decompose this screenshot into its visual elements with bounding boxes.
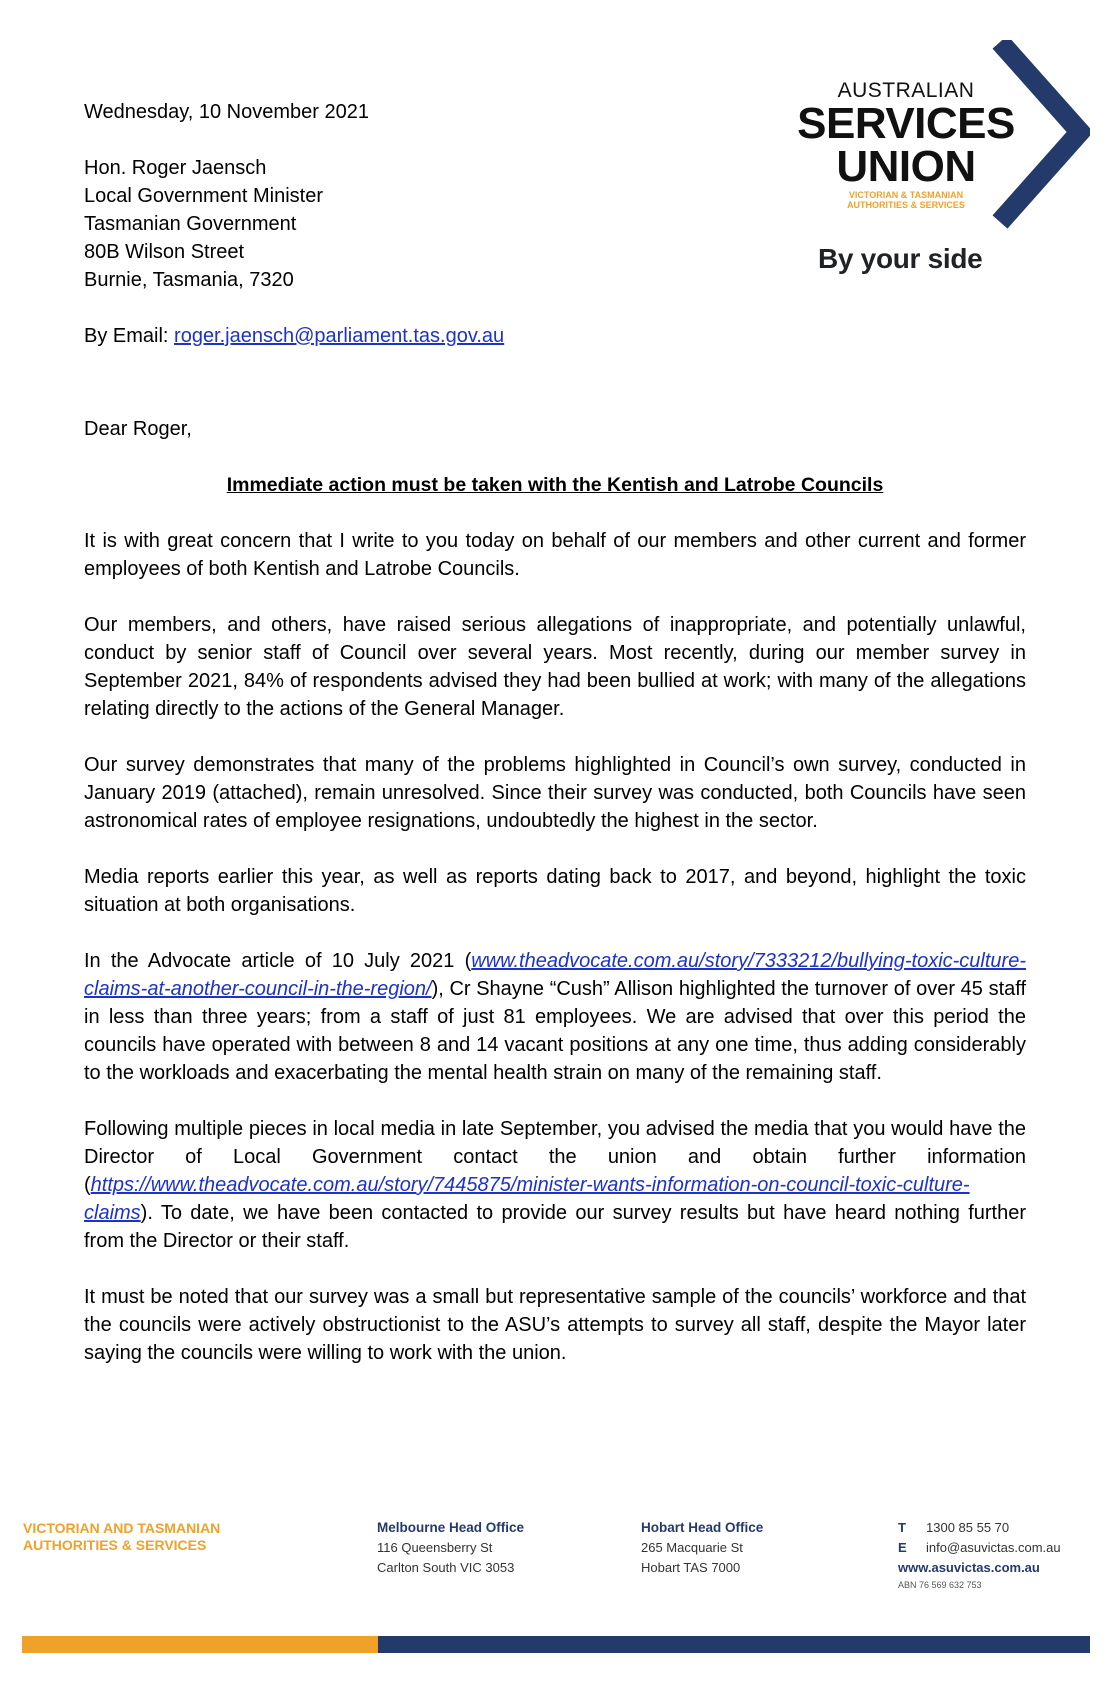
letter-body xyxy=(84,98,1026,1367)
paragraph-5-start: In the Advocate article of 10 July 2021 ( xyxy=(84,950,472,972)
email-contact-row xyxy=(898,1538,1061,1558)
paragraph-2: Our members, and others, have raised serious allegations of inappropriate, and potentially unlawful, conduct by senior staff of Council over several years. Most recently, during our member survey in September 2021, 84% of respondents advised they had been bullied at work; with many of the allegations relating directly to the actions of the General Manager. xyxy=(84,614,1026,720)
recipient-email-link[interactable]: roger.jaensch@parliament.tas.gov.au xyxy=(174,325,505,347)
paragraph-4: Media reports earlier this year, as well as reports dating back to 2017, and beyond, highlight the toxic situation at both organisations. xyxy=(84,866,1026,916)
paragraph-6-end: ). To date, we have been contacted to provide our survey results but have heard nothing further from the Director or their staff. xyxy=(84,1202,1026,1252)
logo-services: SERVICES xyxy=(797,99,1015,148)
recipient-city: Burnie, Tasmania, 7320 xyxy=(84,269,294,291)
paragraph-5 xyxy=(84,947,1026,1087)
hobart-heading: Hobart Head Office xyxy=(641,1520,764,1535)
paragraph-5-end: ), Cr Shayne “Cush” Allison highlighted the turnover of over 45 staff in less than three years; from a staff of just 81 employees. We are advised that over this period the councils have operated with between 8 and 14 vacant positions at any one time, thus adding considerably to the workloads and exacerbating the mental health strain on many of the remaining staff. xyxy=(84,978,1026,1084)
advocate-article-link[interactable]: www.theadvocate.com.au/story/7333212/bullying-toxic-culture-claims-at-another-council-in-the-region/ xyxy=(84,950,1026,1000)
phone-number[interactable]: 1300 85 55 70 xyxy=(926,1520,1010,1535)
phone-label: T xyxy=(898,1520,906,1535)
paragraph-6 xyxy=(84,1115,1026,1255)
website-link[interactable]: www.asuvictas.com.au xyxy=(898,1560,1040,1575)
melbourne-heading: Melbourne Head Office xyxy=(377,1520,525,1535)
footer-branch-line-1: VICTORIAN AND TASMANIAN xyxy=(23,1520,221,1536)
hobart-street: 265 Macquarie St xyxy=(641,1540,743,1555)
email-row xyxy=(84,322,1026,350)
recipient-street: 80B Wilson Street xyxy=(84,241,245,263)
footer-branch xyxy=(23,1520,220,1554)
minister-article-link[interactable]: https://www.theadvocate.com.au/story/7445875/minister-wants-information-on-council-toxic-culture-claims xyxy=(84,1174,970,1224)
logo-union: UNION xyxy=(836,142,976,191)
letter-subject: Immediate action must be taken with the Kentish and Latrobe Councils xyxy=(226,474,884,496)
contact-email[interactable]: info@asuvictas.com.au xyxy=(926,1540,1061,1555)
footer-melbourne-office xyxy=(377,1518,524,1578)
paragraph-7: It must be noted that our survey was a small but representative sample of the councils’ workforce and that the councils were actively obstructionist to the ASU’s attempts to survey all staff, despite the Mayor later saying the councils were willing to work with the union. xyxy=(84,1286,1026,1364)
recipient-title: Local Government Minister xyxy=(84,185,323,207)
paragraph-6-start: Following multiple pieces in local media in late September, you advised the media that you would have the Director of Local Government contact the union and obtain further information ( xyxy=(84,1118,1026,1196)
logo-australian: AUSTRALIAN xyxy=(837,79,975,102)
letterhead-footer xyxy=(0,1518,1117,1681)
recipient-name: Hon. Roger Jaensch xyxy=(84,157,267,179)
letter-date: Wednesday, 10 November 2021 xyxy=(84,101,369,123)
melbourne-street: 116 Queensberry St xyxy=(377,1540,493,1555)
recipient-organisation: Tasmanian Government xyxy=(84,213,297,235)
footer-contact xyxy=(898,1518,1061,1592)
abn-number: ABN 76 569 632 753 xyxy=(898,1580,982,1590)
footer-hobart-office xyxy=(641,1518,763,1578)
hobart-suburb: Hobart TAS 7000 xyxy=(641,1560,741,1575)
paragraph-1: It is with great concern that I write to you today on behalf of our members and other current and former employees of both Kentish and Latrobe Councils. xyxy=(84,530,1026,580)
logo-tagline: By your side xyxy=(818,243,983,274)
melbourne-suburb: Carlton South VIC 3053 xyxy=(377,1560,515,1575)
footer-orange-bar xyxy=(22,1636,378,1653)
email-label: By Email: xyxy=(84,325,169,347)
footer-branch-line-2: AUTHORITIES & SERVICES xyxy=(23,1537,207,1553)
salutation: Dear Roger, xyxy=(84,418,192,440)
email-contact-label: E xyxy=(898,1540,907,1555)
paragraph-3: Our survey demonstrates that many of the problems highlighted in Council’s own survey, conducted in January 2019 (attached), remain unresolved. Since their survey was conducted, both Councils have seen astronomical rates of employee resignations, undoubtedly the highest in the sector. xyxy=(84,754,1026,832)
phone-row xyxy=(898,1518,1061,1538)
logo-subtitle-1: VICTORIAN & TASMANIAN xyxy=(848,190,964,200)
logo-subtitle-2: AUTHORITIES & SERVICES xyxy=(847,200,965,210)
recipient-address xyxy=(84,154,1026,294)
footer-navy-bar xyxy=(378,1636,1090,1653)
